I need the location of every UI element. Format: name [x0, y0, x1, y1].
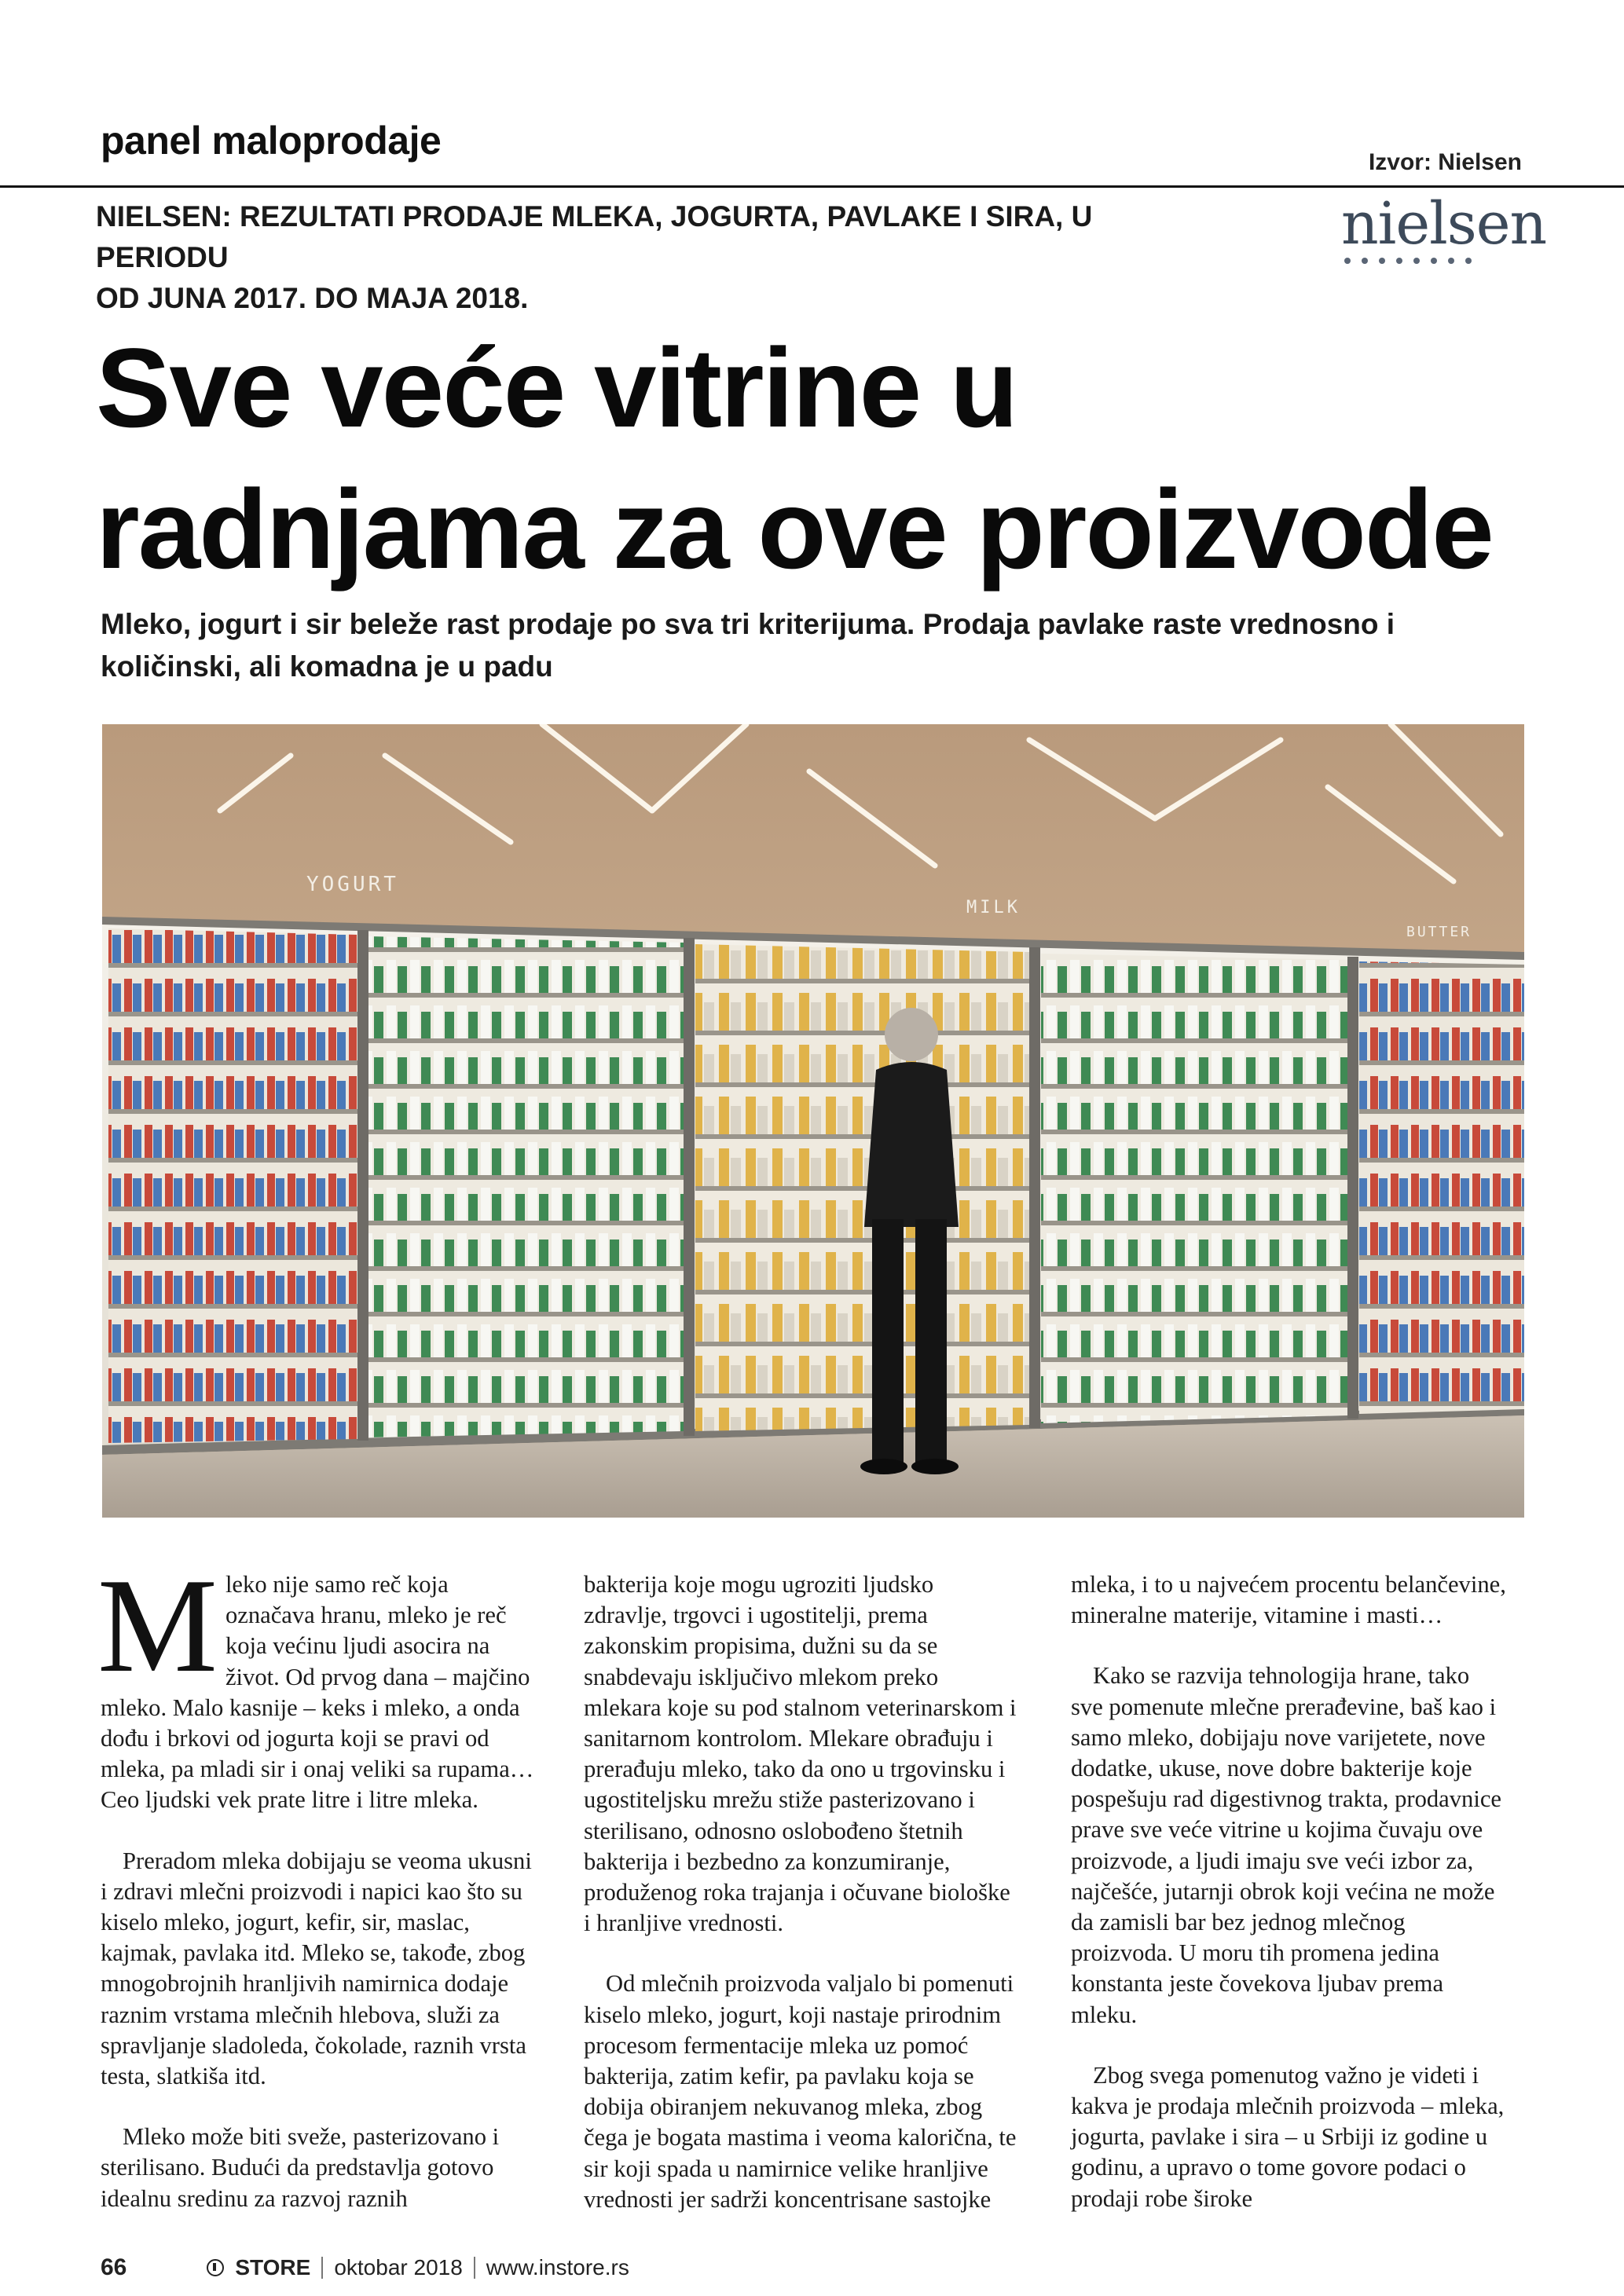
- page-number: 66: [101, 2254, 127, 2280]
- page-footer: [101, 2254, 629, 2281]
- section-label: panel maloprodaje: [101, 119, 442, 163]
- headline-line-2: radnjama za ove proizvode: [96, 467, 1493, 592]
- logo-text: nielsen: [1341, 190, 1547, 258]
- body-column-2: [584, 1569, 1020, 2215]
- kicker-line-1: NIELSEN: REZULTATI PRODAJE MLEKA, JOGURTA, PAVLAKE I SIRA, U PERIODU: [96, 200, 1093, 273]
- headline-line-1: Sve veće vitrine u: [96, 326, 1017, 451]
- dairy-aisle-photo: [102, 724, 1524, 1518]
- store-logo-icon: [207, 2259, 224, 2276]
- body-paragraph: Mleko može biti sveže, pasterizovano i sterilisano. Budući da predstavlja gotovo idealnu sredinu za razvoj raznih: [101, 2123, 500, 2212]
- kicker: [96, 196, 1212, 319]
- issue-date: oktobar 2018: [334, 2255, 463, 2280]
- footer-divider: [474, 2257, 475, 2279]
- yogurt-sign: YOGURT: [306, 873, 399, 896]
- body-paragraph: Mleko nije samo reč koja označava hranu, mleko je reč koja većinu ljudi asocira na život. Od prvog dana – majčino mleko. Malo kasnije – keks i mleko, a onda dođu i brkovi od jogurta koji se pravi od mleka, pa mladi sir i onaj veliki sa rupama… Ceo ljudski vek prate litre i litre mleka.: [97, 1551, 534, 1814]
- source-label: Izvor: Nielsen: [1368, 149, 1522, 175]
- deck-line-2: količinski, ali komadna je u padu: [101, 650, 553, 683]
- body-paragraph: Kako se razvija tehnologija hrane, tako sve pomenute mlečne prerađevine, baš kao i samo mleko, dobijaju nove varijetete, nove dodatke, ukuse, nove dobre bakterije koje pospešuju rad digestivnog trakta, prodavnice prave sve veće vitrine u kojima čuvaju ove proizvode, a ljudi imaju sve veći izbor za, najčešće, jutarnji obrok koji većina ne može da zamisli bar bez jednog mlečnog proizvoda. U moru tih promena jedina konstanta jeste čovekova ljubav prema mleku.: [1071, 1662, 1501, 2028]
- body-column-3: [1071, 1569, 1507, 2214]
- logo-dots: [1341, 258, 1522, 264]
- footer-divider: [321, 2257, 323, 2279]
- kicker-line-2: OD JUNA 2017. DO MAJA 2018.: [96, 282, 529, 314]
- header-rule: [0, 185, 1624, 188]
- milk-sign: MILK: [966, 898, 1021, 917]
- body-paragraph: Od mlečnih proizvoda valjalo bi pomenuti kiselo mleko, jogurt, koji nastaje prirodnim procesom fermentacije mleka uz pomoć bakterija, zatim kefir, pa pavlaku koja se dobija obiranjem nekuvanog mleka, zbog čega je bogata mastima i veoma kalorična, te sir koji spada u namirnice velike hranljive vrednosti jer sadrži koncentrisane sastojke: [584, 1970, 1017, 2213]
- deck: [101, 603, 1515, 688]
- body-paragraph: mleka, i to u najvećem procentu belančevine, mineralne materije, vitamine i masti…: [1071, 1571, 1506, 1629]
- body-paragraph: Zbog svega pomenutog važno je videti i kakva je prodaja mlečnih proizvoda – mleka, jogurta, pavlake i sira – u Srbiji iz godine u godinu, a upravo o tome govore podaci o prodaji robe široke: [1071, 2061, 1505, 2212]
- body-paragraph: Preradom mleka dobijaju se veoma ukusni i zdravi mlečni proizvodi i napici kao što su kiselo mleko, jogurt, kefir, sir, maslac, kajmak, pavlaka itd. Mleko se, takođe, zbog mnogobrojnih hranljivih namirnica dodaje raznim vrstama mlečnih hlebova, služi za spravljanje sladoleda, čokolade, raznih vrsta testa, slatkiša itd.: [101, 1847, 532, 2090]
- butter-sign: BUTTER: [1406, 924, 1472, 940]
- body-column-1: [97, 1551, 537, 2214]
- headline: [96, 318, 1542, 601]
- publication-name: STORE: [235, 2255, 311, 2280]
- body-paragraph: bakterija koje mogu ugroziti ljudsko zdravlje, trgovci i ugostitelji, prema zakonskim propisima, dužni su da se snabdevaju isključivo mlekom preko mlekara koje su pod stalnom veterinarskom i sanitarnom kontrolom. Mlekare obrađuju i prerađuju mleko, tako da ono u trgovinsku i ugostiteljsku mrežu stiže pasterizovano i sterilisano, odnosno oslobođeno štetnih bakterija i bezbedno za konzumiranje, produženog roka trajanja i očuvane biološke i hranljive vrednosti.: [584, 1571, 1017, 1937]
- deck-line-1: Mleko, jogurt i sir beleže rast prodaje po sva tri kriterijuma. Prodaja pavlake raste vrednosno i: [101, 608, 1395, 640]
- website-url: www.instore.rs: [486, 2255, 629, 2280]
- drop-cap: M: [97, 1551, 218, 1701]
- nielsen-logo: [1341, 190, 1547, 263]
